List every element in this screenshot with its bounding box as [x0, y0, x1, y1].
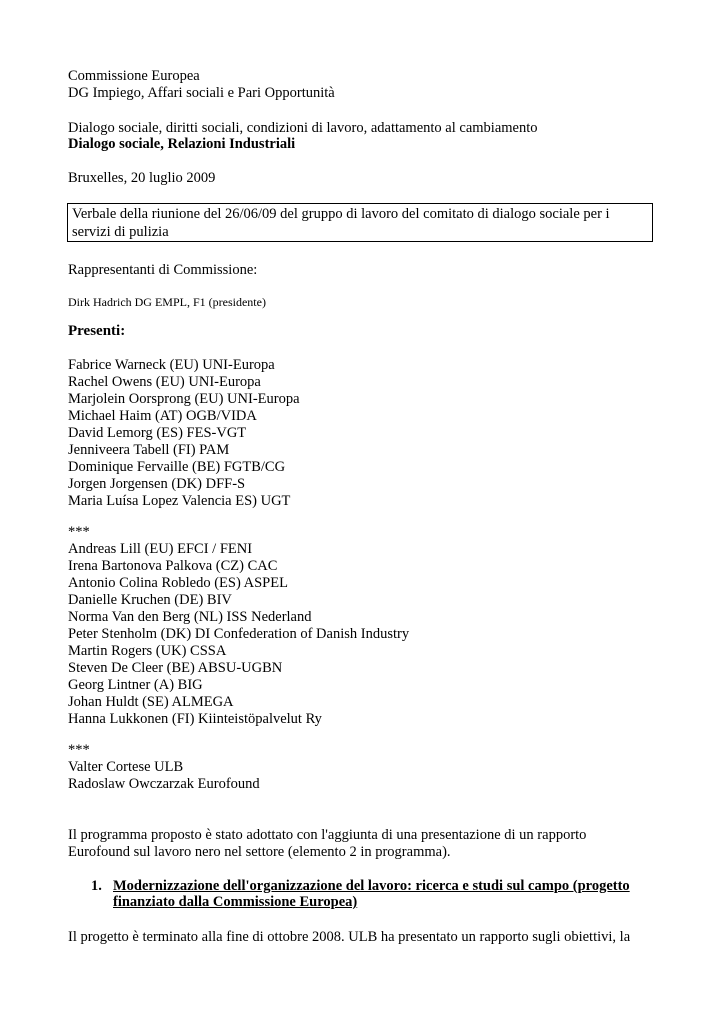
attendee-list-other — [68, 759, 260, 793]
separator-1: *** — [68, 524, 90, 540]
attendee: Jenniveera Tabell (FI) PAM — [68, 442, 230, 458]
attendee: Peter Stenholm (DK) DI Confederation of Danish Industry — [68, 626, 410, 642]
attendee: Steven De Cleer (BE) ABSU-UGBN — [68, 660, 283, 676]
subject-box — [67, 203, 653, 242]
attendee: Norma Van den Berg (NL) ISS Nederland — [68, 609, 312, 625]
item-title-line-2: finanziato dalla Commissione Europea) — [113, 894, 358, 910]
attendee: Antonio Colina Robledo (ES) ASPEL — [68, 575, 288, 591]
attendee: Dominique Fervaille (BE) FGTB/CG — [68, 459, 286, 475]
item-number: 1. — [91, 878, 102, 894]
attendee-list-workers — [68, 357, 300, 510]
item-title-line-1: Modernizzazione dell'organizzazione del lavoro: ricerca e studi sul campo (progetto — [113, 878, 630, 894]
attendee-list-employers — [68, 541, 409, 728]
present-heading: Presenti: — [68, 323, 126, 339]
attendee: Fabrice Warneck (EU) UNI-Europa — [68, 357, 275, 373]
directorate-line: Dialogo sociale, diritti sociali, condizioni di lavoro, adattamento al cambiamento — [68, 120, 538, 136]
attendee: Marjolein Oorsprong (EU) UNI-Europa — [68, 391, 300, 407]
attendee: Martin Rogers (UK) CSSA — [68, 643, 227, 659]
subject-line-1: Verbale della riunione del 26/06/09 del gruppo di lavoro del comitato di dialogo sociale per i — [72, 206, 610, 222]
unit-name: Dialogo sociale, Relazioni Industriali — [68, 136, 296, 152]
attendee: Irena Bartonova Palkova (CZ) CAC — [68, 558, 278, 574]
programme-line-2: Eurofound sul lavoro nero nel settore (elemento 2 in programma). — [68, 844, 451, 860]
attendee: Andreas Lill (EU) EFCI / FENI — [68, 541, 253, 557]
attendee: Hanna Lukkonen (FI) Kiinteistöpalvelut Ry — [68, 711, 322, 727]
separator-2: *** — [68, 742, 90, 758]
attendee: Valter Cortese ULB — [68, 759, 184, 775]
dg-name: DG Impiego, Affari sociali e Pari Opportunità — [68, 85, 335, 101]
subject-line-2: servizi di pulizia — [72, 224, 169, 240]
attendee: Georg Lintner (A) BIG — [68, 677, 203, 693]
attendee: Rachel Owens (EU) UNI-Europa — [68, 374, 261, 390]
commission-label: Rappresentanti di Commissione: — [68, 262, 258, 278]
attendee: Michael Haim (AT) OGB/VIDA — [68, 408, 257, 424]
org-name: Commissione Europea — [68, 68, 200, 84]
item-body-line-1: Il progetto è terminato alla fine di ottobre 2008. ULB ha presentato un rapporto sugli obiettivi, la — [68, 929, 631, 945]
attendee: Jorgen Jorgensen (DK) DFF-S — [68, 476, 246, 492]
attendee: David Lemorg (ES) FES-VGT — [68, 425, 247, 441]
attendee: Johan Huldt (SE) ALMEGA — [68, 694, 234, 710]
programme-line-1: Il programma proposto è stato adottato con l'aggiunta di una presentazione di un rapporto — [68, 827, 587, 843]
attendee: Maria Luísa Lopez Valencia ES) UGT — [68, 493, 291, 509]
attendee: Radoslaw Owczarzak Eurofound — [68, 776, 260, 792]
commission-member: Dirk Hadrich DG EMPL, F1 (presidente) — [68, 295, 266, 309]
attendee: Danielle Kruchen (DE) BIV — [68, 592, 232, 608]
document-date: Bruxelles, 20 luglio 2009 — [68, 170, 216, 186]
